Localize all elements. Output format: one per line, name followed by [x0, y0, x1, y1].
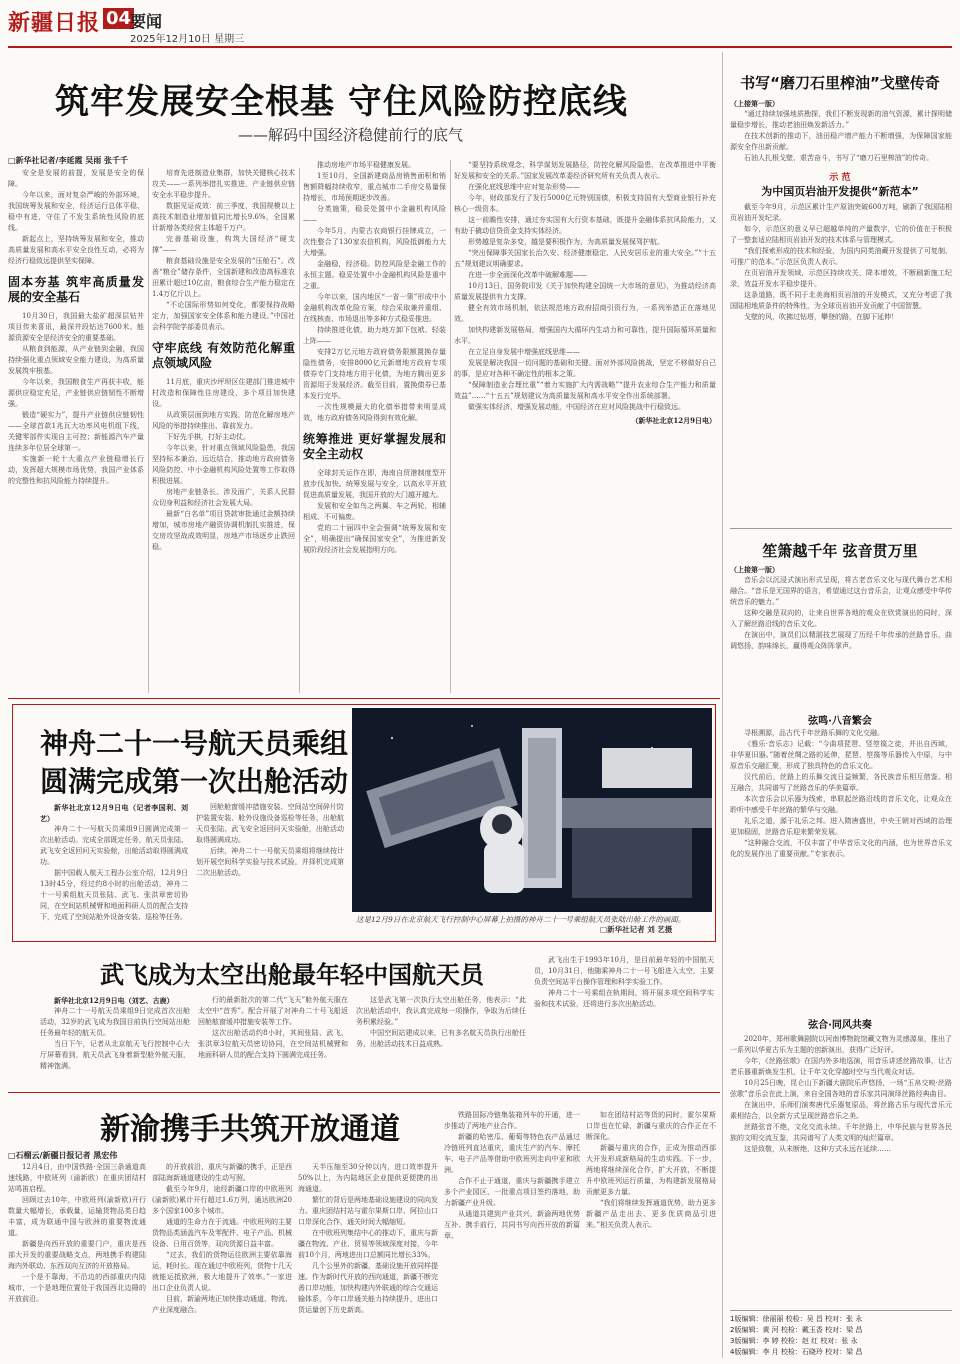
- paragraph: 繁忙的背后是两地基础设施建设的同向发力。重庆团结村站与霍尔果斯口岸、阿拉山口口岸深化合作，通关时间大幅缩短。: [298, 1196, 438, 1226]
- paragraph: 在进一步全面深化改革中破解难题——: [468, 271, 587, 279]
- mogao-body: [730, 98, 952, 166]
- paragraph: 加快构建新发展格局，增强国内大循环内生动力和可靠性，提升国际循环质量和水平。: [454, 326, 716, 345]
- paragraph: 戈壁的风，吹拂过钻塔，攀登的路，在脚下延伸！: [744, 313, 898, 321]
- lead-subheading-3: 统筹推进 更好掌握发展和安全主动权: [303, 432, 446, 461]
- newspaper-logo: 新疆日报: [8, 10, 101, 36]
- paragraph: 新疆的哈密瓜、葡萄等特色农产品通过冷链班列直达重庆，重庆生产的汽车、摩托车、电子产品等借助中欧班列走向中亚和欧洲。: [444, 1133, 580, 1174]
- paragraph: 寻根溯源，品古代千年丝路乐舞的文化交融。: [744, 729, 884, 737]
- paragraph: 做强实体经济，增强发展动能，中国经济在应对风险挑战中行稳致远。: [468, 403, 685, 411]
- column-divider: [148, 168, 149, 693]
- shifan-body: [730, 202, 952, 522]
- paragraph: 本次音乐会以乐器为线索，串联起丝路沿线的音乐文化，让观众在聆听中感受千年丝路的繁华与交融。: [730, 795, 952, 814]
- paragraph: 今年以来，国内地区“一省一策”形成中小金融机构改革化险方案，综合采取兼并重组、在线核查、市场退出等多种方式稳妥推进。: [303, 293, 446, 323]
- paragraph: 神舟二十一号乘组在轨期间，将开展多项空间科学实验和技术试验，还将进行多次出舱活动。: [534, 989, 714, 1008]
- paragraph: 合作不止于通道，重庆与新疆携手建立多个产业园区，一批重点项目签约落地，助力新疆产业升级。: [444, 1177, 580, 1207]
- lead-column-3: [303, 160, 446, 693]
- paragraph: 完善基础设施，构筑大国经济“硬支撑”——: [152, 235, 295, 254]
- paragraph: 几个公里外的新疆，基础设施开放同样提速。作为新时代开放的西向通道，新疆不断完善口岸功能，加快构建内外联通的综合交通运输体系，今年口岸通关能力持续提升，进出口货运量创下历史新高。: [298, 1262, 438, 1314]
- paragraph: 新疆与重庆的合作，正成为推动西部大开发形成新格局的生动实践。下一步，两地将继续深化合作，扩大开放，不断提升中欧班列运行质量，为构建新发展格局贡献更多力量。: [586, 1144, 716, 1196]
- paragraph: 今年，财政部发行了发行5000亿元特别国债，积极支持国有大型商业银行补充核心一级资本。: [454, 194, 716, 213]
- paragraph: 如今，示范区的意义早已超越单纯的产量数字，它的价值在于积极了一整套适应陆相页岩油开发的技术体系与管理模式。: [730, 225, 952, 244]
- paragraph: 从粮食到能源，从产业链到金融，我国持续强化重点领域安全能力建设，为高质量发展筑牢根基。: [8, 345, 144, 375]
- paragraph: 音乐会以沉浸式演出形式呈现，将古老音乐文化与现代舞台艺术相融合。“音乐是无国界的语言，希望通过这台音乐会，让观众感受中华传统音乐的魅力。”: [730, 576, 952, 606]
- lead-column-2: [152, 168, 295, 693]
- paragraph: 这种交融是双向的，让来自世界各地的观众在欣赏演出的同时，深入了解丝路沿线的音乐文化。: [730, 609, 952, 628]
- shenzhou-headline-1: 神舟二十一号航天员乘组: [40, 727, 349, 760]
- paragraph: 截至今年9月，示范区累计生产原油突破600万吨，刷新了我国陆相页岩油开发纪录。: [730, 203, 952, 222]
- editor-credit-1: 1版编辑：徐丽丽 校检：吴 昌 校对：张 永: [730, 1315, 863, 1323]
- sidebar-rule: [730, 528, 952, 529]
- paragraph: 10月13日，国务院印发《关于加快构建全国统一大市场的意见》，为推动经济高质量发展提供有力支撑。: [454, 282, 716, 301]
- paragraph: 神舟二十一号航天员乘组9日完成首次出舱活动，32岁的武飞成为我国目前执行空间站出舱任务最年轻的航天员。: [40, 1007, 190, 1037]
- paragraph: 截至今年9月，途经新疆口岸的中欧班列(渝新欧)累计开行超过1.6万列，通达欧洲20多个国家100多个城市。: [152, 1185, 292, 1215]
- page-number: 04: [103, 8, 134, 29]
- paragraph: 这次出舱活动约8小时，其间张陆、武飞、张洪章3位航天员密切协同，在空间站机械臂和地面科研人员的配合支持下圆满完成任务。: [198, 1029, 348, 1059]
- paragraph: 后续，神舟二十一号航天员乘组将继续按计划开展空间科学实验与技术试验，并择机完成第二次出舱活动。: [196, 847, 344, 877]
- column-divider: [299, 168, 300, 693]
- paragraph: 10月25日晚，昆仑山下新疆大剧院乐声悠扬，一场“玉帛交映·丝路弦歌”音乐会在此上演，来自全国各地的音乐家共同演绎丝路经典曲目。: [730, 1079, 952, 1098]
- paragraph: 这是武飞第一次执行太空出舱任务，他表示：“此次出舱活动中，我认真完成每一项操作，争取为后续任务积累经验。”: [356, 996, 526, 1026]
- lead-column-1: [8, 168, 144, 693]
- paragraph: “过去，我们的货物运往欧洲主要依靠海运，耗时长。现在通过中欧班列，货物十几天就能运抵欧洲，极大地提升了效率。”一家进出口企业负责人说。: [152, 1251, 292, 1292]
- paragraph: 在演出中，乐师们演奏唐代乐器复原品，将丝路古乐与现代音乐元素相结合，以全新方式呈现丝路音乐之美。: [730, 1101, 952, 1120]
- paragraph: 一次性规模最大的化债举措带来明显成效，地方政府债务风险得到有效化解。: [303, 403, 446, 422]
- chongqing-byline: □石榴云/新疆日报记者 黑宏伟: [8, 1151, 118, 1160]
- paragraph: 铁路国际冷链集装箱列车的开通，进一步推动了两地产业合作。: [444, 1111, 580, 1130]
- editor-credit-2: 2版编辑：黄 河 校检：戴玉香 校对：梁 昌: [730, 1326, 863, 1334]
- masthead-rule: [8, 46, 952, 48]
- paragraph: 据中国载人航天工程办公室介绍，12月9日13时45分，经过约8小时的出舱活动，神舟二十一号乘组航天员张陆、武飞、张洪章密切协同，在空间站机械臂和地面科研人员的配合支持下，完成了空间站舱外设备安装、巡检等任务。: [40, 869, 188, 921]
- tongfeng-headline: 弦合·同风共奏: [808, 1020, 872, 1031]
- kunqu-headline: 笙箫越千年 弦音贯万里: [762, 542, 918, 560]
- mogao-headline: 书写“磨刀石里榨油”戈壁传奇: [740, 74, 940, 92]
- paragraph: 推动房地产市场平稳健康发展。: [317, 161, 415, 169]
- paragraph: “保障制造业合理比重”“着力实施扩大内需战略”“提升农业综合生产能力和质量效益”……“十五五”规划建议为高质量发展和高水平安全作出系统部署。: [454, 381, 716, 400]
- xianyin-headline: 弦鸣·八音繁会: [808, 716, 872, 727]
- paragraph: 金融稳，经济稳。防控风险是金融工作的永恒主题。稳妥处置中小金融机构风险是重中之重。: [303, 260, 446, 290]
- paragraph: 下好先手棋，打好主动仗。: [166, 433, 250, 441]
- paragraph: 今年以来，我国粮食生产再获丰收，能源供应稳定充足，产业链供应链韧性不断增强。: [8, 378, 144, 408]
- paragraph: 实施新一轮十大重点产业链稳增长行动，发挥超大规模市场优势，我国产业体系的完整性和抗风险能力持续提升。: [8, 455, 144, 485]
- paragraph: 持续推进化债，助力地方卸下包袱、轻装上阵——: [303, 326, 446, 345]
- spacewalk-illustration: [352, 708, 712, 912]
- paragraph: 今年5月，内蒙古农商银行挂牌成立，一次性整合了130家农信机构，风险抵御能力大大增强。: [303, 227, 446, 257]
- chongqing-column-4: [444, 1110, 580, 1358]
- paragraph: “我们将继续发挥通道优势，助力更多新疆产品走出去、更多优质商品引进来。”相关负责人表示。: [586, 1199, 716, 1229]
- paragraph: 回舱舱窗缓冲措施安装、空间站空间碎片防护装置安装、舱外设施设备巡检等任务，出舱航天员张陆、武飞安全返回问天实验舱，出舱活动取得圆满成功。: [196, 803, 344, 844]
- lead-column-4: [454, 160, 716, 693]
- column-divider: [450, 160, 451, 693]
- paragraph: 神舟二十一号航天员乘组9日圆满完成第一次出舱活动。完成全部既定任务，航天员张陆、武飞安全返回问天实验舱，出舱活动取得圆满成功。: [40, 825, 188, 866]
- paragraph: 形势越是复杂多变，越是要积极作为，为高质量发展保驾护航。: [468, 238, 664, 246]
- editor-credit-3: 3版编辑：李 婷 校检：赵 红 校对：张 永: [730, 1337, 858, 1345]
- paragraph: 如在团结村站等货的同时，霍尔果斯口岸也在忙碌，新疆与重庆的合作正在不断深化。: [586, 1111, 716, 1141]
- paragraph: “要坚持系统观念，科学谋划发展路径，防控化解风险隐患，在改革推进中平衡好发展和安全的关系。”国家发展改革委经济研究所有关负责人表示。: [454, 161, 716, 180]
- paragraph: 在中欧班列集结中心的推动下，重庆与新疆在物流、产业、贸易等领域深度对接，今年前10个月，两地进出口总额同比增长33%。: [298, 1229, 438, 1259]
- paragraph: 安全是发展的前提，发展是安全的保障。: [8, 169, 144, 188]
- paragraph: 通道的生命力在于流通。中欧班列的主要货物品类涵盖汽车及零配件、电子产品、机械设备、日用百货等，双向货源日益丰富。: [152, 1218, 292, 1248]
- lead-source: （新华社北京12月9日电）: [631, 416, 716, 425]
- paragraph: 党的二十届四中全会强调“统筹发展和安全”，明确提出“确保国家安全”，为推进新发展阶段经济社会发展指明方向。: [303, 524, 446, 554]
- paragraph: 在强化底线思维中应对复杂形势——: [468, 183, 580, 191]
- paragraph: 的开放前沿，重庆与新疆的携手，正是西部陆海新通道建设的生动写照。: [152, 1163, 292, 1182]
- issue-date: 2025年12月10日 星期三: [130, 34, 245, 45]
- paragraph: 中国空间站建成以来，已有多名航天员执行出舱任务，出舱活动技术日益成熟。: [356, 1029, 526, 1048]
- paragraph: 这是致敬，从未断绝，这种方式永远在延续……: [744, 1145, 891, 1153]
- paragraph: 《雅乐·音乐志》记载：“今曲项琵琶、竖箜篌之徒，并出自西域，非华夏旧器。”随着丝绸之路的延伸，琵琶、箜篌等乐器传入中原，与中原音乐交融汇聚，形成了独具特色的音乐文化。: [730, 740, 952, 770]
- paragraph: 一个是不靠海，不沿边的西部重庆内陆城市，一个是地理位置处于我国西北边陲的开放前沿。: [8, 1273, 146, 1303]
- paragraph: “不论国际形势如何变化，都要保持战略定力，加强国家安全体系和能力建设。”中国社会科学院学部委员表示。: [152, 301, 295, 331]
- paragraph: 这一前瞻性安排，通过夯实国有大行资本基础，既提升金融体系抗风险能力，又有助于撬动信贷资金支持实体经济。: [454, 216, 716, 235]
- paragraph: 发展和安全如鸟之两翼、车之两轮，相辅相成、不可偏废。: [303, 502, 446, 521]
- paragraph: 新起点上，坚持统筹发展和安全，推动高质量发展和高水平安全良性互动，必将为经济行稳致远提供坚实保障。: [8, 235, 144, 265]
- paragraph: 在技术创新的推动下，油田稳产增产能力不断增强，为保障国家能源安全作出新贡献。: [730, 132, 952, 151]
- chongqing-column-2: [152, 1162, 292, 1358]
- paragraph: 数据见证成效：前三季度，我国规模以上高技术制造业增加值同比增长9.6%，全国累计新增各类经营主体超千万户。: [152, 202, 295, 232]
- editor-credit-4: 4版编辑：李 月 校检：石晓玲 校对：梁 昌: [730, 1348, 863, 1356]
- lead-byline: □新华社记者/李延霞 吴雨 张千千: [8, 156, 129, 165]
- lead-subtitle: ——解码中国经济稳健前行的底气: [238, 126, 464, 144]
- paragraph: 12月4日，由中国铁路·全国三条通道高速线路，中欧班列（渝新欧）在重庆团结村站鸣笛启程。: [8, 1163, 146, 1193]
- section-name: 要闻: [130, 12, 163, 31]
- paragraph: 在页岩油开发领域，示范区持续攻关，降本增效，不断刷新施工纪录，效益开发水平稳步提升。: [730, 269, 952, 288]
- chongqing-column-5: [586, 1110, 716, 1358]
- shenzhou-headline-2: 圆满完成第一次出舱活动: [40, 765, 349, 798]
- paragraph: 今年以来，面对复杂严峻的外部环境，我国统筹发展和安全，经济运行总体平稳、稳中有进，守住了不发生系统性风险的底线。: [8, 191, 144, 232]
- paragraph: 当日下午，记者从北京航天飞行控制中心大厅屏幕看到，航天员武飞身着新型舱外航天服，精神饱满。: [40, 1040, 190, 1070]
- paragraph: 在演出中，演员们以精湛技艺展现了历经千年传承的丝路音乐，曲调悠扬，韵味绵长，赢得观众阵阵掌声。: [730, 631, 952, 650]
- paragraph: 从政策层面到地方实践，防范化解房地产风险的举措持续推出、靠前发力。: [152, 411, 295, 430]
- paragraph: “通过持续加强地质勘探，我们不断发现新的油气资源，累计探明储量稳步增长，推动老油田焕发新活力。”: [730, 110, 952, 129]
- paragraph: “我们探索形成的技术和经验，为国内同类油藏开发提供了可复制、可推广的范本。”示范区负责人表示。: [730, 247, 952, 266]
- paragraph: 石油人扎根戈壁、艰苦奋斗，书写了“磨刀石里榨油”的传奇。: [744, 154, 934, 162]
- paragraph: 2020年，郑州歌舞剧院以河南博物院馆藏文物为灵感源泉，推出了一系列以华夏古乐为主题的创新演出，获得广泛好评。: [730, 1035, 952, 1054]
- shenzhou-column-1: [40, 802, 188, 938]
- wufei-column-4: [534, 955, 714, 1085]
- paragraph: “这种融合交流，不仅丰富了中华音乐文化的内涵，也为世界音乐文化的发展作出了重要贡献。”专家表示。: [730, 839, 952, 858]
- paragraph: 最新“白名单”项目贷款审批通过金额持续增加，城市房地产融资协调机制扎实推进，保交房攻坚战成效明显，房地产市场逐步止跌回稳。: [152, 510, 295, 551]
- paragraph: 汉代前后，丝路上的乐舞交流日益频繁，各民族音乐相互借鉴、相互融合，共同谱写了丝路音乐的华美篇章。: [730, 773, 952, 792]
- tongfeng-body: [730, 1034, 952, 1306]
- paragraph: 健全有效市场机制，依法规范地方政府招商引资行为，一系列举措正在落地见效。: [454, 304, 716, 323]
- xianyin-body: [730, 728, 952, 1008]
- paragraph: 丝路弦音不绝，文化交流永续。千年丝路上，中华民族与世界各民族的文明交流互鉴，共同谱写了人类文明的灿烂篇章。: [730, 1123, 952, 1142]
- paragraph: 回顾过去10年，中欧班列(渝新欧)开行数量大幅增长，承载量，运输货物品类日趋丰富，成为联通中国与欧洲的重要物流通道。: [8, 1196, 146, 1237]
- wufei-column-1: [40, 995, 190, 1085]
- paragraph: 礼乐之道，源于礼乐之邦。进入隋唐盛世，中央王朝对西域的治理更加稳固，丝路音乐迎来繁荣发展。: [730, 817, 952, 836]
- chongqing-headline: 新渝携手共筑开放通道: [100, 1112, 400, 1147]
- lead-subheading-2: 守牢底线 有效防范化解重点领域风险: [152, 341, 295, 370]
- shenzhou-column-2: [196, 802, 344, 938]
- photo-caption: 这是12月9日在北京航天飞行控制中心屏幕上拍摄的神舟二十一号乘组航天员张陆出舱工作的画面。: [356, 915, 686, 924]
- paragraph: 粮食基础设施是安全发展的“压舱石”。改善“粮仓”储存条件，全国新建和改造高标准农田累计超过10亿亩，粮食综合生产能力稳定在1.4万亿斤以上。: [152, 257, 295, 298]
- paragraph: 行的最新批次的第二代“飞天”舱外航天服在太空中“首秀”。配合开展了对神舟二十号飞船返回舱舷窗缓冲措施安装等工作。: [198, 996, 348, 1026]
- paragraph: 在立足自身发展中增强底线思维——: [468, 348, 580, 356]
- mogao-source: （上接第一版）: [730, 99, 779, 108]
- kunqu-body: [730, 564, 952, 706]
- chongqing-column-3: [298, 1162, 438, 1358]
- paragraph: 今年以来，针对重点领域风险隐患，我国坚持标本兼治，远近结合，推动地方政府债务风险防控、中小金融机构风险处置等工作取得积极进展。: [152, 444, 295, 485]
- paragraph: 10月30日，我国最大盐矿超深层钻井项目传来喜讯，最深井段钻达7600米。能源资源安全是经济安全的重要基础。: [8, 312, 144, 342]
- paragraph: 今年，《丝路弦歌》在国内外多地巡演，用音乐讲述丝路故事，让古老乐器重新焕发生机，让千年文化穿越时空与当代观众对话。: [730, 1057, 952, 1076]
- lead-headline: 筑牢发展安全根基 守住风险防控底线: [55, 82, 628, 122]
- photo-credit: □新华社记者 刘 艺摄: [600, 925, 673, 934]
- paragraph: 锻造“硬实力”，提升产业链供应链韧性——全球首款1兆瓦大功率风电机组下线，关键零部件实现自主可控；新能源汽车产量连续多年位居全球第一。: [8, 411, 144, 452]
- paragraph: 分类施策，稳妥处置中小金融机构风险——: [303, 205, 446, 224]
- chongqing-column-1: [8, 1162, 146, 1358]
- lead-subheading-1: 固本夯基 筑牢高质量发展的安全基石: [8, 275, 144, 304]
- paragraph: 11月底，重庆沙坪坝区住建部门推进城中村改造和保障性住房建设，多个项目加快建设。: [152, 378, 295, 408]
- shifan-headline: 为中国页岩油开发提供“新范本”: [761, 185, 919, 198]
- paragraph: 房地产业链条长、涉及面广，关系人民群众切身利益和经济社会发展大局。: [152, 488, 295, 507]
- paragraph: 1至10月，全国新建商品房销售面积和销售额降幅持续收窄，重点城市二手房交易量保持增长，市场预期逐步改善。: [303, 172, 446, 202]
- paragraph: 新疆是向西开放的重要门户，重庆是西部大开发的重要战略支点，两地携手构建陆海内外联动、东西双向互济的开放格局。: [8, 1240, 146, 1270]
- sidebar-divider: [722, 52, 723, 1358]
- paragraph: 发展是解决我国一切问题的基础和关键。面对外部风险挑战，坚定不移做好自己的事，是应对各种不确定性的根本之策。: [454, 359, 716, 378]
- paragraph: 安排2万亿元地方政府债务限额置换存量隐性债务，安排8000亿元新增地方政府专项债券专门支持地方用于化债，为地方腾出更多资源用于发展经济。截至目前，置换债券已基本发行完毕。: [303, 348, 446, 400]
- shenzhou-byline: 新华社北京12月9日电（记者李国利、刘艺）: [40, 803, 188, 823]
- paragraph: 目前，新渝两地正加快推动通道、物流、产业深度融合。: [152, 1295, 292, 1314]
- wufei-headline: 武飞成为太空出舱最年轻中国航天员: [100, 961, 484, 989]
- wufei-column-2: [198, 995, 348, 1085]
- paragraph: 培育先进制造业集群，加快关键核心技术攻关——一系列举措扎实推进，产业链供应链安全水平稳步提升。: [152, 169, 295, 199]
- section-rule: [8, 698, 720, 699]
- paragraph: 这条道路，既不同于北美海相页岩油的开发模式，又充分考虑了我国陆相地质条件的特殊性，为全球页岩油开发贡献了中国智慧。: [730, 291, 952, 310]
- shifan-tag: 示 范: [829, 173, 851, 183]
- paragraph: 武飞出生于1993年10月，是目前最年轻的中国航天员，10月31日，他随乘神舟二十一号飞船进入太空，主要负责空间站平台操作管理和科学实验工作。: [534, 956, 714, 986]
- paragraph: “突出保障事关国家长治久安、经济健康稳定、人民安居乐业的重大安全。”“十五五”规划建议明确要求。: [454, 249, 716, 268]
- paragraph: 从通道共建到产业共兴，新渝两地优势互补、携手前行，共同书写向西开放的新篇章。: [444, 1210, 580, 1240]
- wufei-column-3: [356, 995, 526, 1085]
- kunqu-source: （上接第一版）: [730, 565, 779, 574]
- paragraph: 天半压缩至30分钟以内，进口效率提升50%以上，为内陆地区企业提供更便捷的出海通道。: [298, 1163, 438, 1193]
- spacewalk-photo: [352, 708, 712, 912]
- wufei-byline: 新华社北京12月9日电（刘艺、古鹿）: [54, 996, 174, 1005]
- credits-rule: [730, 1310, 952, 1311]
- paragraph: 全球封关运作在即，海南自贸港制度型开放步伐加快。统筹发展与安全，以高水平开放促进高质量发展，我国开放的大门越开越大。: [303, 469, 446, 499]
- section-rule: [8, 1092, 720, 1093]
